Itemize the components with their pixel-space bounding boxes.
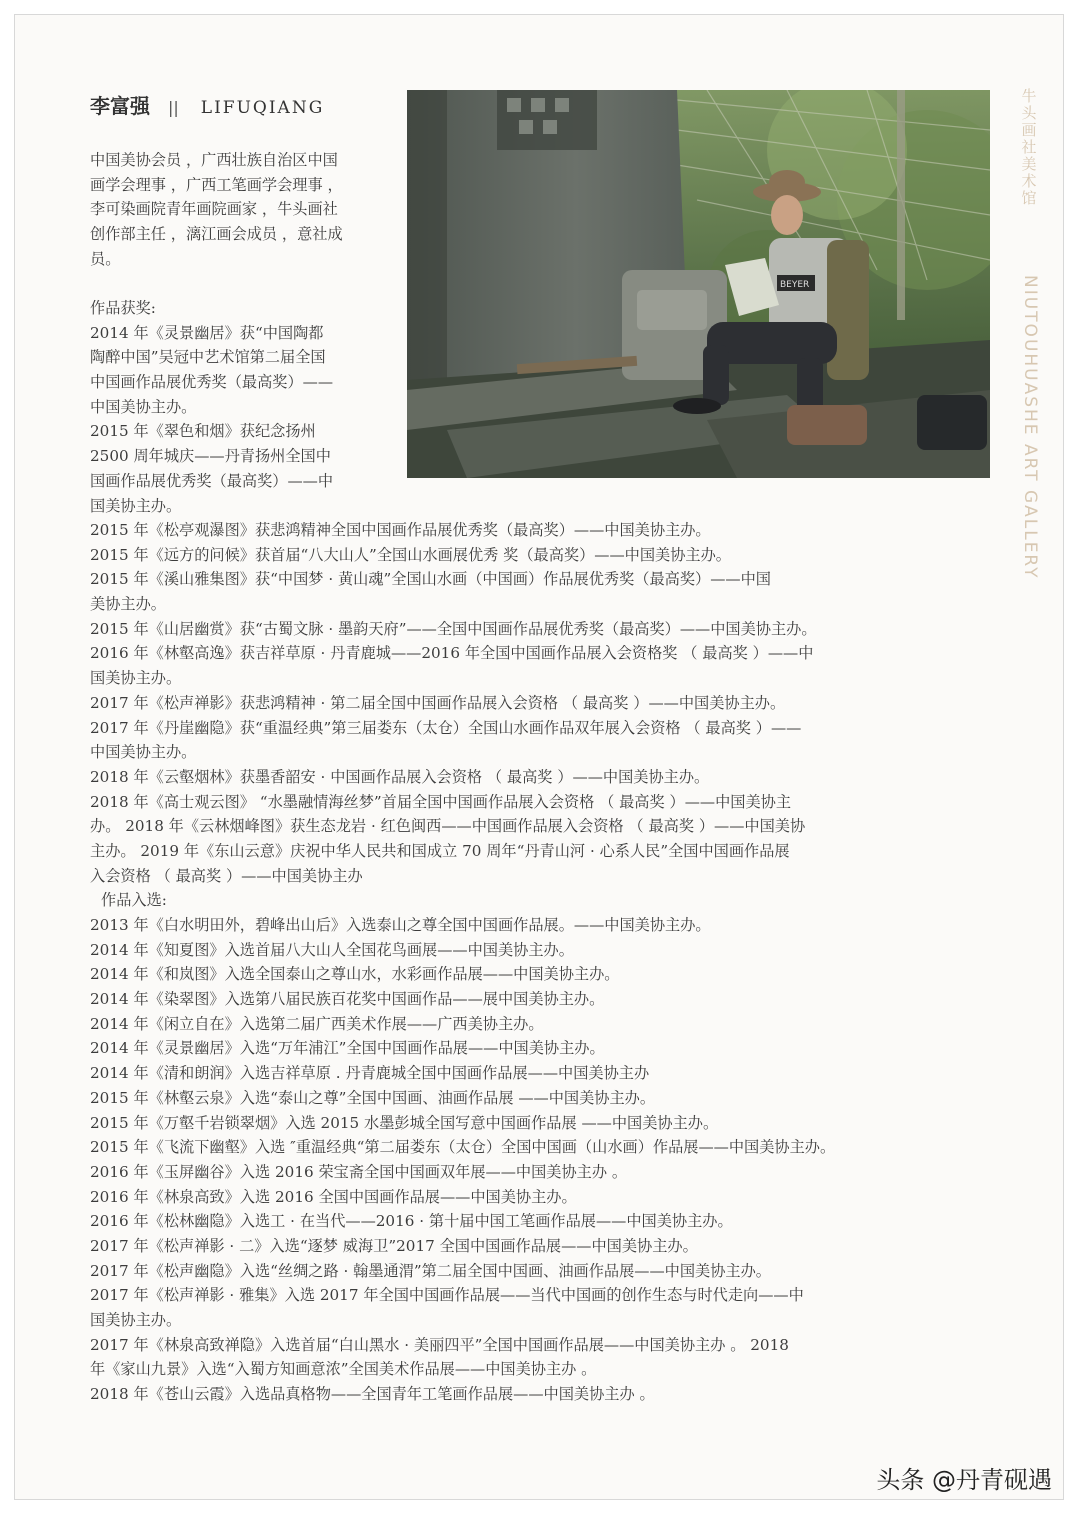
record-line: 2015 年《林壑云泉》入选“泰山之尊”全国中国画、油画作品展 ——中国美协主办。 — [90, 1088, 656, 1107]
record-line: 2015 年《松亭观瀑图》获悲鸿精神全国中国画作品展优秀奖（最高奖）——中国美协主办。 — [90, 521, 711, 539]
record-line: 2017 年《丹崖幽隐》获“重温经典”第三届娄东（太仓）全国山水画作品双年展入会资格 （ 最高奖 ）—— — [90, 718, 802, 737]
record-line: 2014 年《闲立自在》入选第二届广西美术作展——广西美协主办。 — [90, 1014, 544, 1033]
award-line: 陶醉中国”吴冠中艺术馆第二届全国 — [90, 348, 326, 367]
record-line: 美协主办。 — [90, 595, 166, 614]
award-line: 中国画作品展优秀奖（最高奖）—— — [90, 373, 333, 392]
record-line: 2015 年《溪山雅集图》获“中国梦 · 黄山魂”全国山水画（中国画）作品展优秀奖（最高奖）——中国 — [90, 570, 771, 589]
artist-photo — [407, 90, 990, 478]
awards-section-start — [90, 296, 333, 518]
record-line: 2016 年《玉屏幽谷》入选 2016 荣宝斋全国中国画双年展——中国美协主办 。 — [90, 1162, 628, 1181]
record-line: 2013 年《白水明田外，碧峰出山后》入选泰山之尊全国中国画作品展。——中国美协主办。 — [90, 916, 711, 934]
record-line: 2015 年《山居幽赏》获“古蜀文脉 · 墨韵天府”——全国中国画作品展优秀奖（最高奖）——中国美协主办。 — [90, 619, 817, 638]
shirt-print: BEYER — [780, 280, 810, 290]
intro-line: 员。 — [90, 249, 121, 268]
record-line: 中国美协主办。 — [90, 743, 197, 762]
artist-title — [90, 90, 324, 120]
intro-line: 画学会理事 ，广西工笔画学会理事 ， — [90, 175, 343, 194]
record-line: 2014 年《染翠图》入选第八届民族百花奖中国画作品——展中国美协主办。 — [90, 990, 605, 1009]
record-line: 2018 年《苍山云霞》入选品真格物——全国青年工笔画作品展——中国美协主办 。 — [90, 1385, 655, 1404]
artist-name-en: LIFUQIANG — [200, 98, 325, 118]
selections-heading: 作品入选: — [101, 891, 167, 910]
gallery-name-vertical-en: NIUTOUHUASHE ART GALLERY — [1020, 275, 1040, 580]
record-line: 2015 年《远方的问候》获首届“八大山人”全国山水画展优秀 奖（最高奖）——中国美协主办。 — [90, 545, 731, 564]
award-line: 国美协主办。 — [90, 496, 182, 515]
record-line: 年《家山九景》入选“入蜀方知画意浓”全国美术作品展——中国美协主办 。 — [90, 1360, 597, 1379]
award-line: 2014 年《灵景幽居》获“中国陶都 — [90, 323, 324, 342]
record-line: 2018 年《高士观云图》 “水墨融情海丝梦”首届全国中国画作品展入会资格 （ 最高奖 ）——中国美协主 — [90, 792, 792, 811]
record-line: 2017 年《林泉高致禅隐》入选首届“白山黑水 · 美丽四平”全国中国画作品展——中国美协主办 。 2018 — [90, 1335, 789, 1354]
record-line: 2015 年《飞流下幽壑》入选 ″重温经典“第二届娄东（太仓）全国中国画（山水画）作品展——中国美协主办。 — [90, 1138, 836, 1157]
record-line: 2017 年《松声幽隐》入选“丝绸之路 · 翰墨通渭”第二届全国中国画、油画作品展——中国美协主办。 — [90, 1261, 771, 1280]
awards-and-selections — [90, 518, 835, 1407]
awards-heading: 作品获奖: — [90, 299, 156, 317]
artist-photo-illustration — [407, 90, 990, 478]
record-line: 2015 年《万壑千岩锁翠烟》入选 2015 水墨彭城全国写意中国画作品展 ——中国美协主办。 — [90, 1113, 719, 1132]
source-watermark: 头条 @丹青砚遇 — [876, 1466, 1052, 1494]
intro-line: 中国美协会员 ，广西壮族自治区中国 — [90, 151, 338, 169]
intro-line: 李可染画院青年画院画家 ，牛头画社 — [90, 200, 338, 219]
record-line: 2018 年《云壑烟林》获墨香韶安 · 中国画作品展入会资格 （ 最高奖 ）——中国美协主办。 — [90, 767, 710, 786]
award-line: 中国美协主办。 — [90, 397, 197, 416]
record-line: 办。 2018 年《云林烟峰图》获生态龙岩 · 红色闽西——中国画作品展入会资格 （ 最高奖 ）——中国美协 — [90, 817, 806, 836]
record-line: 主办。 2019 年《东山云意》庆祝中华人民共和国成立 70 周年“丹青山河 · 心系人民”全国中国画作品展 — [90, 841, 790, 860]
title-separator: || — [168, 98, 179, 117]
gallery-name-vertical-cn: 牛头画社美术馆 — [1021, 87, 1037, 207]
record-line: 2017 年《松声禅影 · 二》入选“逐梦 威海卫”2017 全国中国画作品展——中国美协主办。 — [90, 1236, 698, 1255]
intro-line: 创作部主任 ，漓江画会成员 ，意社成 — [90, 225, 343, 244]
award-line: 2015 年《翠色和烟》获纪念扬州 — [90, 422, 316, 441]
record-line: 2014 年《和岚图》入选全国泰山之尊山水，水彩画作品展——中国美协主办。 — [90, 965, 620, 984]
record-line: 2016 年《松林幽隐》入选工 · 在当代——2016 · 第十届中国工笔画作品展——中国美协主办。 — [90, 1212, 733, 1231]
record-line: 2017 年《松声禅影 · 雅集》入选 2017 年全国中国画作品展——当代中国画的创作生态与时代走向——中 — [90, 1286, 804, 1305]
record-line: 国美协主办。 — [90, 1311, 182, 1329]
record-line: 2017 年《松声禅影》获悲鸿精神 · 第二届全国中国画作品展入会资格 （ 最高奖 ）——中国美协主办。 — [90, 693, 786, 712]
record-line: 国美协主办。 — [90, 669, 182, 688]
record-line: 2014 年《知夏图》入选首届八大山人全国花鸟画展——中国美协主办。 — [90, 940, 574, 959]
artist-name-cn: 李富强 — [90, 94, 150, 118]
award-line: 2500 周年城庆——丹青扬州全国中 — [90, 447, 331, 466]
record-line: 入会资格 （ 最高奖 ）——中国美协主办 — [90, 866, 363, 885]
artist-intro — [90, 148, 343, 271]
record-line: 2014 年《灵景幽居》入选“万年浦江”全国中国画作品展——中国美协主办。 — [90, 1039, 605, 1058]
record-line: 2016 年《林壑高逸》获吉祥草原 · 丹青鹿城——2016 年全国中国画作品展入会资格奖 （ 最高奖 ）——中 — [90, 644, 814, 663]
record-line: 2016 年《林泉高致》入选 2016 全国中国画作品展——中国美协主办。 — [90, 1187, 577, 1206]
award-line: 国画作品展优秀奖（最高奖）——中 — [90, 471, 333, 490]
record-line: 2014 年《清和朗润》入选吉祥草原 . 丹青鹿城全国中国画作品展——中国美协主办 — [90, 1064, 650, 1083]
